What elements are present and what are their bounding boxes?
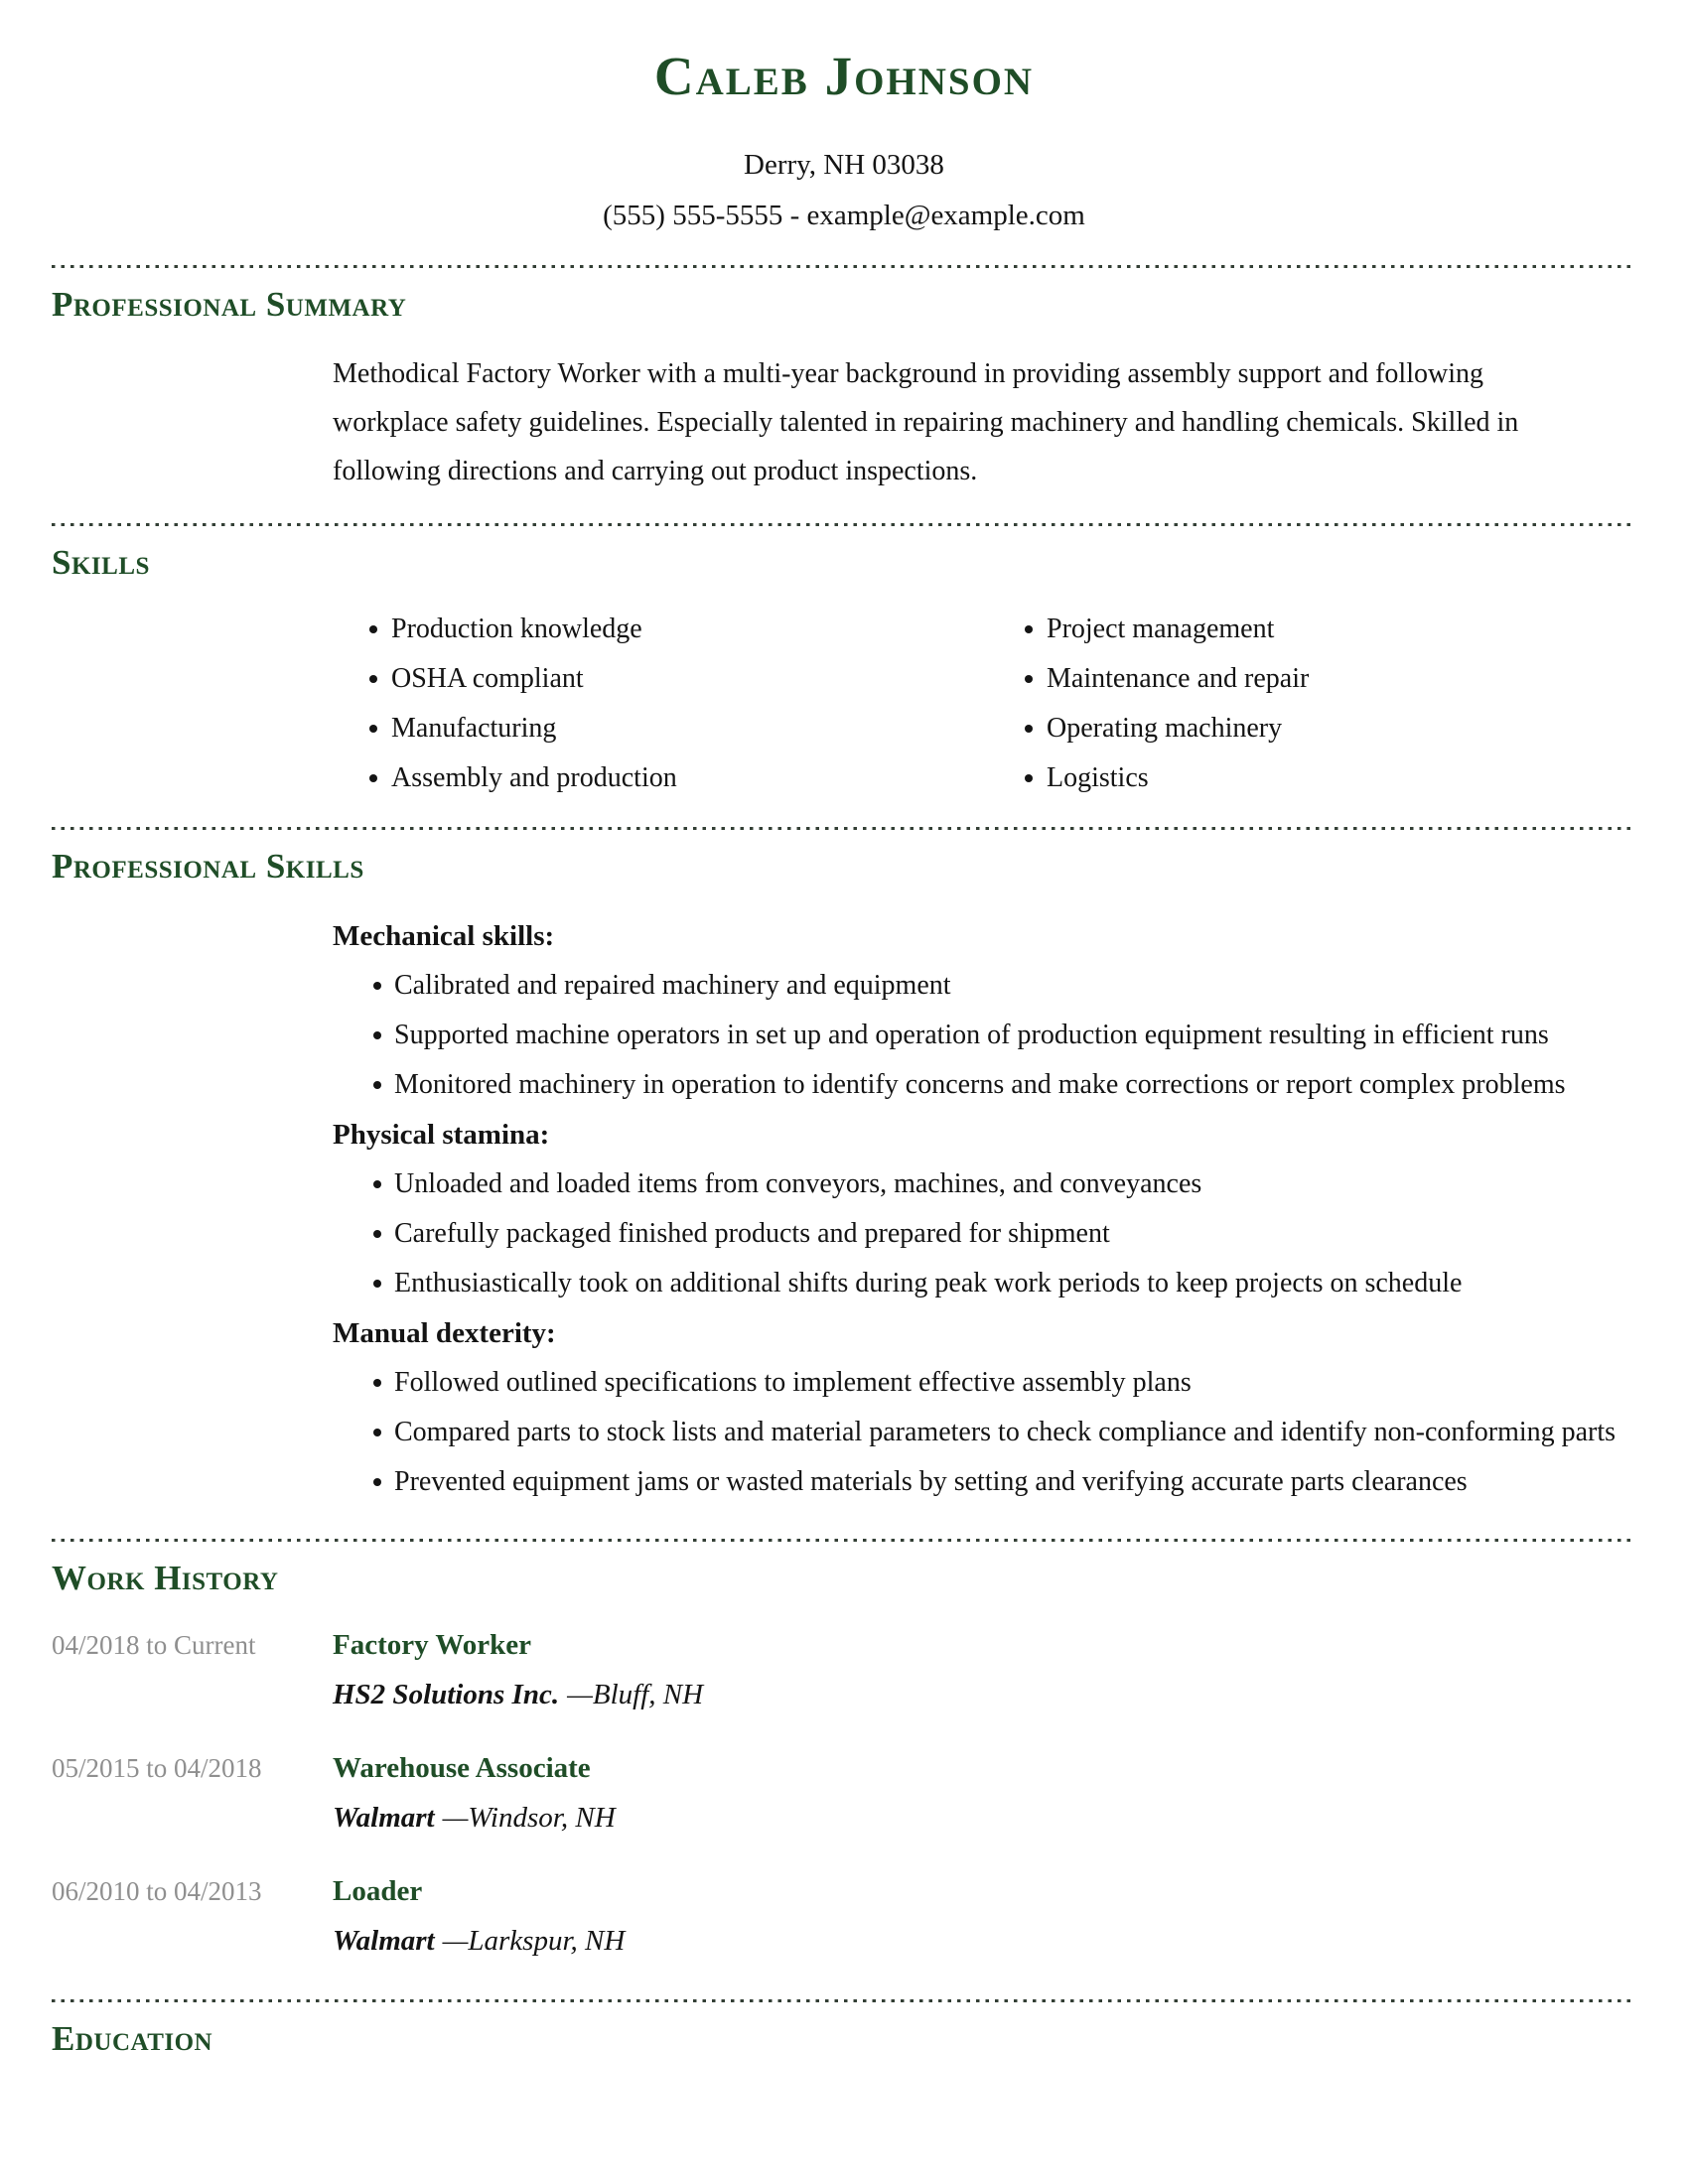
skill-item: Project management — [988, 605, 1309, 654]
section-professional-skills — [52, 845, 1636, 1508]
job-company-line — [333, 1916, 625, 1966]
skill-item: Assembly and production — [333, 753, 988, 803]
job-location: —Windsor, NH — [442, 1802, 616, 1834]
job-role: Warehouse Associate — [333, 1752, 591, 1784]
job-company-line — [333, 1793, 616, 1843]
bullet-item: Carefully packaged finished products and prepared for shipment — [333, 1209, 1618, 1259]
job-role: Loader — [333, 1875, 423, 1907]
job-entry — [52, 1866, 1636, 1966]
section-professional-summary — [52, 283, 1636, 495]
skills-column-left — [333, 605, 988, 803]
skill-item: Maintenance and repair — [988, 654, 1309, 704]
skills-columns — [333, 605, 1636, 803]
skill-group — [333, 1308, 1618, 1507]
bullet-item: Unloaded and loaded items from conveyors, machines, and conveyances — [333, 1160, 1618, 1209]
skill-group — [333, 1110, 1618, 1308]
section-divider — [52, 523, 1636, 526]
candidate-name: Caleb Johnson — [653, 46, 1035, 106]
bullet-item: Followed outlined specifications to implement effective assembly plans — [333, 1358, 1618, 1408]
skill-group-list — [333, 1160, 1618, 1308]
education-title: Education — [52, 2019, 213, 2058]
job-details — [333, 1743, 616, 1843]
bullet-item: Calibrated and repaired machinery and equipment — [333, 961, 1618, 1011]
job-company: Walmart — [333, 1925, 435, 1957]
bullet-item: Enthusiastically took on additional shifts during peak work periods to keep projects on schedule — [333, 1259, 1618, 1308]
section-education — [52, 2017, 1636, 2061]
section-divider — [52, 265, 1636, 268]
skill-item: Production knowledge — [333, 605, 988, 654]
skill-item: Manufacturing — [333, 704, 988, 753]
job-company: HS2 Solutions Inc. — [333, 1679, 560, 1710]
job-details — [333, 1866, 625, 1966]
bullet-item: Supported machine operators in set up and operation of production equipment resulting in efficient runs — [333, 1011, 1618, 1060]
job-role: Factory Worker — [333, 1629, 531, 1661]
professional-skills-groups — [333, 911, 1618, 1507]
job-dates: 06/2010 to 04/2013 — [52, 1876, 262, 1906]
job-dates: 05/2015 to 04/2018 — [52, 1753, 262, 1783]
skill-group — [333, 911, 1618, 1110]
job-details — [333, 1620, 703, 1719]
skill-item: OSHA compliant — [333, 654, 988, 704]
resume-header — [52, 44, 1636, 233]
job-company: Walmart — [333, 1802, 435, 1834]
work-history-entries — [52, 1620, 1636, 1966]
section-divider — [52, 1539, 1636, 1542]
job-entry — [52, 1743, 1636, 1843]
section-divider — [52, 827, 1636, 830]
professional-summary-title: Professional Summary — [52, 285, 407, 324]
skill-group-list — [333, 961, 1618, 1110]
job-entry — [52, 1620, 1636, 1719]
section-skills — [52, 541, 1636, 803]
skills-column-right — [988, 605, 1309, 803]
candidate-location: Derry, NH 03038 — [744, 149, 944, 181]
section-divider — [52, 1999, 1636, 2002]
job-location: —Larkspur, NH — [442, 1925, 626, 1957]
professional-skills-title: Professional Skills — [52, 846, 364, 886]
skill-item: Operating machinery — [988, 704, 1309, 753]
bullet-item: Compared parts to stock lists and material parameters to check compliance and identify non-conforming parts — [333, 1408, 1618, 1457]
candidate-phone-email: (555) 555-5555 - example@example.com — [603, 200, 1085, 231]
skill-group-label: Mechanical skills: — [333, 920, 555, 953]
bullet-item: Monitored machinery in operation to identify concerns and make corrections or report complex problems — [333, 1060, 1618, 1110]
work-history-title: Work History — [52, 1559, 279, 1598]
skills-title: Skills — [52, 542, 150, 582]
skill-item: Logistics — [988, 753, 1309, 803]
bullet-item: Prevented equipment jams or wasted materials by setting and verifying accurate parts clearances — [333, 1457, 1618, 1507]
skill-group-list — [333, 1358, 1618, 1507]
job-company-line — [333, 1670, 703, 1719]
skill-group-label: Manual dexterity: — [333, 1317, 556, 1350]
job-dates: 04/2018 to Current — [52, 1630, 256, 1660]
skill-group-label: Physical stamina: — [333, 1119, 550, 1152]
professional-summary-text: Methodical Factory Worker with a multi-year background in providing assembly support and following workplace safety guidelines. Especially talented in repairing machinery and handling chemicals. Skilled in following directions and carrying out product inspections. — [333, 357, 1519, 486]
job-location: —Bluff, NH — [567, 1679, 704, 1710]
section-work-history — [52, 1557, 1636, 1966]
